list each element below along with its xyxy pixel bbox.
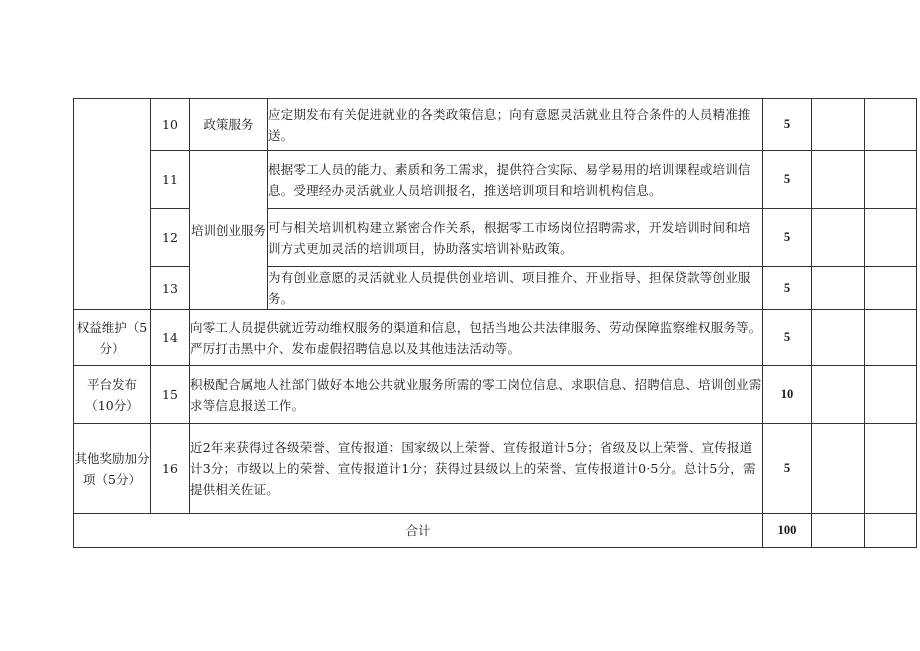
blank-cell (812, 514, 865, 548)
item-number: 12 (151, 209, 190, 267)
item-number: 16 (151, 424, 190, 514)
blank-cell (865, 151, 917, 209)
table-row (74, 151, 917, 209)
blank-cell (865, 514, 917, 548)
table-row (74, 310, 917, 366)
item-number: 11 (151, 151, 190, 209)
blank-cell (812, 209, 865, 267)
score-cell: 5 (763, 267, 812, 310)
category-cell-continued (74, 99, 151, 310)
score-cell: 10 (763, 366, 812, 424)
item-number: 13 (151, 267, 190, 310)
score-cell: 5 (763, 310, 812, 366)
category-cell: 平台发布（10分） (74, 366, 151, 424)
blank-cell (812, 151, 865, 209)
score-cell: 5 (763, 99, 812, 151)
item-number: 14 (151, 310, 190, 366)
item-number: 10 (151, 99, 190, 151)
score-cell: 5 (763, 209, 812, 267)
blank-cell (865, 366, 917, 424)
subcategory-cell: 培训创业服务 (190, 151, 268, 310)
description-cell: 为有创业意愿的灵活就业人员提供创业培训、项目推介、开业指导、担保贷款等创业服务。 (268, 267, 763, 310)
description-cell: 根据零工人员的能力、素质和务工需求，提供符合实际、易学易用的培训课程或培训信息。受理经办灵活就业人员培训报名，推送培训项目和培训机构信息。 (268, 151, 763, 209)
description-cell: 积极配合属地人社部门做好本地公共就业服务所需的零工岗位信息、求职信息、招聘信息、培训创业需求等信息报送工作。 (190, 366, 763, 424)
blank-cell (812, 424, 865, 514)
description-cell: 应定期发布有关促进就业的各类政策信息；向有意愿灵活就业且符合条件的人员精准推送。 (268, 99, 763, 151)
table-row (74, 366, 917, 424)
item-number: 15 (151, 366, 190, 424)
blank-cell (865, 209, 917, 267)
subcategory-cell: 政策服务 (190, 99, 268, 151)
score-cell: 5 (763, 151, 812, 209)
blank-cell (865, 267, 917, 310)
table-row (74, 99, 917, 151)
blank-cell (865, 310, 917, 366)
blank-cell (865, 99, 917, 151)
category-cell: 权益维护（5分） (74, 310, 151, 366)
total-label: 合计 (74, 514, 763, 548)
table-row (74, 424, 917, 514)
total-score: 100 (763, 514, 812, 548)
description-cell: 向零工人员提供就近劳动维权服务的渠道和信息，包括当地公共法律服务、劳动保障监察维权服务等。严厉打击黑中介、发布虚假招聘信息以及其他违法活动等。 (190, 310, 763, 366)
blank-cell (812, 366, 865, 424)
total-row (74, 514, 917, 548)
description-cell: 近2年来获得过各级荣誉、宣传报道：国家级以上荣誉、宣传报道计5分；省级及以上荣誉、宣传报道计3分；市级以上的荣誉、宣传报道计1分；获得过县级以上的荣誉、宣传报道计0·5分。总计5分，需提供相关佐证。 (190, 424, 763, 514)
blank-cell (812, 99, 865, 151)
description-cell: 可与相关培训机构建立紧密合作关系，根据零工市场岗位招聘需求，开发培训时间和培训方式更加灵活的培训项目，协助落实培训补贴政策。 (268, 209, 763, 267)
scoring-table (73, 98, 917, 548)
blank-cell (812, 310, 865, 366)
blank-cell (812, 267, 865, 310)
category-cell: 其他奖励加分项（5分） (74, 424, 151, 514)
blank-cell (865, 424, 917, 514)
score-cell: 5 (763, 424, 812, 514)
